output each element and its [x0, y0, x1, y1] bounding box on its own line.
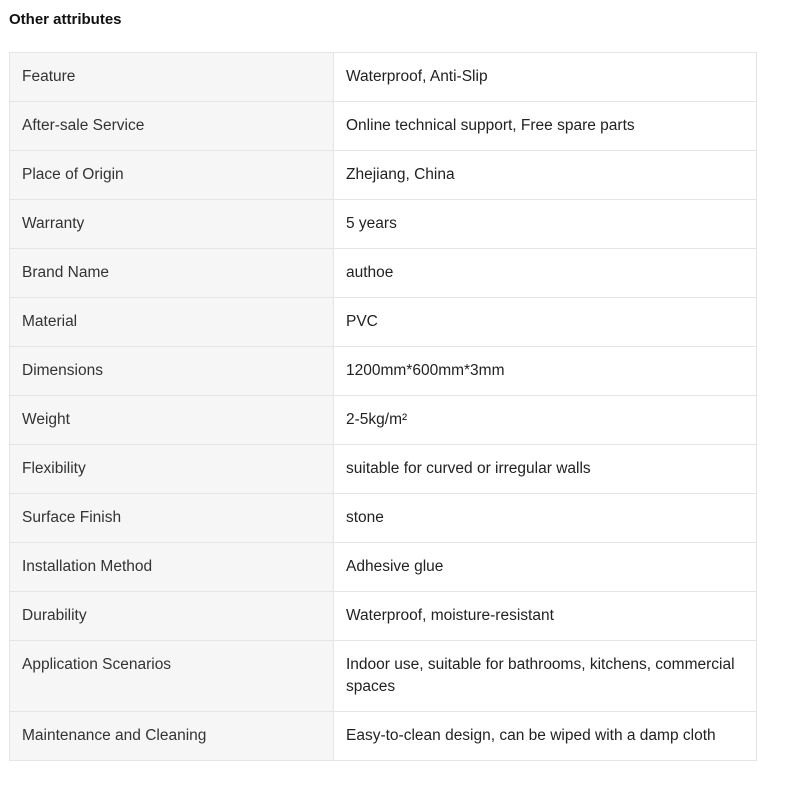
attribute-key: Weight: [10, 396, 334, 445]
attribute-value: authoe: [334, 249, 757, 298]
table-row: [10, 494, 757, 543]
attribute-value: Online technical support, Free spare parts: [334, 102, 757, 151]
attribute-value: Easy-to-clean design, can be wiped with a damp cloth: [334, 712, 757, 761]
attribute-key: Feature: [10, 53, 334, 102]
attribute-key: Installation Method: [10, 543, 334, 592]
table-row: [10, 592, 757, 641]
attribute-key: Surface Finish: [10, 494, 334, 543]
attribute-key: Brand Name: [10, 249, 334, 298]
table-row: [10, 445, 757, 494]
attribute-value: 2-5kg/m²: [334, 396, 757, 445]
attribute-key: After-sale Service: [10, 102, 334, 151]
attribute-key: Application Scenarios: [10, 641, 334, 712]
attribute-value: suitable for curved or irregular walls: [334, 445, 757, 494]
table-row: [10, 151, 757, 200]
attribute-key: Warranty: [10, 200, 334, 249]
table-row: [10, 543, 757, 592]
attribute-value: Waterproof, moisture-resistant: [334, 592, 757, 641]
attribute-key: Durability: [10, 592, 334, 641]
table-row: [10, 53, 757, 102]
attribute-key: Dimensions: [10, 347, 334, 396]
table-row: [10, 641, 757, 712]
table-row: [10, 298, 757, 347]
attribute-value: stone: [334, 494, 757, 543]
attribute-value: Waterproof, Anti-Slip: [334, 53, 757, 102]
table-row: [10, 200, 757, 249]
attribute-value: PVC: [334, 298, 757, 347]
section-title: Other attributes: [9, 11, 122, 28]
table-row: [10, 347, 757, 396]
attribute-value: 5 years: [334, 200, 757, 249]
table-row: [10, 249, 757, 298]
attribute-key: Maintenance and Cleaning: [10, 712, 334, 761]
table-row: [10, 712, 757, 761]
attribute-value: 1200mm*600mm*3mm: [334, 347, 757, 396]
attribute-key: Flexibility: [10, 445, 334, 494]
attribute-key: Place of Origin: [10, 151, 334, 200]
attribute-key: Material: [10, 298, 334, 347]
attribute-value: Zhejiang, China: [334, 151, 757, 200]
table-row: [10, 102, 757, 151]
attribute-value: Indoor use, suitable for bathrooms, kitchens, commercial spaces: [334, 641, 757, 712]
table-row: [10, 396, 757, 445]
attributes-table: [9, 52, 757, 761]
attribute-value: Adhesive glue: [334, 543, 757, 592]
